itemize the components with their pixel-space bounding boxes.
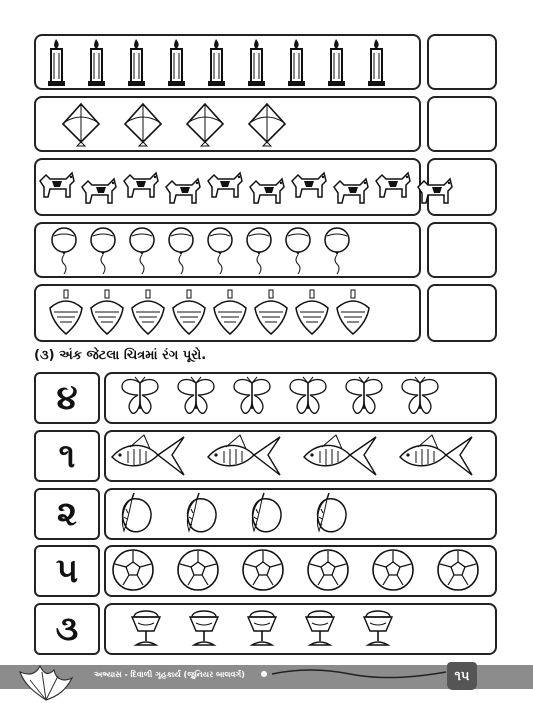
mango-icon xyxy=(244,489,288,537)
candle-icon xyxy=(366,37,387,87)
page-number-badge: ૧૫ xyxy=(447,662,477,690)
football-icon xyxy=(240,547,286,593)
icecream-cup-icon xyxy=(186,605,222,651)
football-icon xyxy=(435,547,481,593)
candle-icon xyxy=(166,37,187,87)
dog-icon xyxy=(246,163,288,209)
spinning-top-icon xyxy=(210,288,250,338)
mango-icon xyxy=(179,489,223,537)
spinning-top-icon xyxy=(169,288,209,338)
fish-icon xyxy=(206,431,282,479)
dog-icon xyxy=(372,163,414,209)
balloon-icon xyxy=(322,226,352,276)
dog-icon xyxy=(36,163,78,209)
spinning-top-icon xyxy=(87,288,127,338)
dog-icon xyxy=(120,163,162,209)
leaf-decoration-icon xyxy=(14,652,78,702)
candle-icon xyxy=(206,37,227,87)
football-icon xyxy=(305,547,351,593)
balloon-icon xyxy=(244,226,274,276)
count-row-1-answer-box[interactable] xyxy=(427,34,497,90)
number-box: ૧ xyxy=(34,430,100,482)
balloon-group xyxy=(49,226,352,276)
icecream-cup-icon xyxy=(360,605,396,651)
number-box: ૩ xyxy=(34,603,100,655)
candle-icon xyxy=(126,37,147,87)
fish-icon xyxy=(110,431,186,479)
fish-group xyxy=(110,431,474,479)
candle-icon xyxy=(46,37,67,87)
spinning-top-icon xyxy=(128,288,168,338)
candle-icon xyxy=(286,37,307,87)
football-icon xyxy=(110,547,156,593)
candle-icon xyxy=(246,37,267,87)
fish-icon xyxy=(398,431,474,479)
balloon-icon xyxy=(49,226,79,276)
number-box: ૫ xyxy=(34,545,100,597)
section-3-instruction: (૩) અંક જેટલા ચિત્રમાં રંગ પૂરો. xyxy=(34,348,207,363)
candle-icon xyxy=(86,37,107,87)
dog-icon xyxy=(414,163,456,209)
candle-group xyxy=(46,37,387,87)
footer-title: અભ્યાસ - દિવાળી ગૃહકાર્ય (જુનિયર બાલવર્ગ) xyxy=(94,670,245,679)
count-row-2-answer-box[interactable] xyxy=(427,96,497,152)
count-row-4-answer-box[interactable] xyxy=(427,222,497,278)
wave-line-decoration-icon xyxy=(250,664,450,684)
spinning-top-icon xyxy=(46,288,86,338)
dog-icon xyxy=(162,163,204,209)
dog-icon xyxy=(204,163,246,209)
butterfly-icon xyxy=(118,375,162,421)
football-icon xyxy=(175,547,221,593)
dog-icon xyxy=(330,163,372,209)
butterfly-icon xyxy=(174,375,218,421)
balloon-icon xyxy=(88,226,118,276)
spinning-top-icon xyxy=(333,288,373,338)
spinning-top-icon xyxy=(292,288,332,338)
fish-icon xyxy=(302,431,378,479)
icecream-cup-icon xyxy=(128,605,164,651)
icecream-cup-icon xyxy=(302,605,338,651)
balloon-icon xyxy=(127,226,157,276)
icecream-cup-group xyxy=(128,605,396,651)
kite-icon xyxy=(121,102,165,148)
football-icon xyxy=(370,547,416,593)
spinning-top-icon xyxy=(251,288,291,338)
balloon-icon xyxy=(166,226,196,276)
butterfly-icon xyxy=(342,375,386,421)
kite-icon xyxy=(245,102,289,148)
icecream-cup-icon xyxy=(244,605,280,651)
kite-icon xyxy=(59,102,103,148)
kite-group xyxy=(59,102,289,148)
butterfly-icon xyxy=(286,375,330,421)
mango-icon xyxy=(309,489,353,537)
number-box: ૨ xyxy=(34,488,100,540)
count-row-5-answer-box[interactable] xyxy=(427,284,497,342)
mango-icon xyxy=(114,489,158,537)
candle-icon xyxy=(326,37,347,87)
dog-icon xyxy=(78,163,120,209)
butterfly-icon xyxy=(230,375,274,421)
football-group xyxy=(110,547,481,593)
kite-icon xyxy=(183,102,227,148)
dog-icon xyxy=(288,163,330,209)
balloon-icon xyxy=(205,226,235,276)
number-box: ૪ xyxy=(34,372,100,424)
butterfly-group xyxy=(118,375,442,421)
mango-group xyxy=(114,489,353,537)
butterfly-icon xyxy=(398,375,442,421)
balloon-icon xyxy=(283,226,313,276)
spinning-top-group xyxy=(46,288,373,338)
dog-group xyxy=(36,163,456,209)
